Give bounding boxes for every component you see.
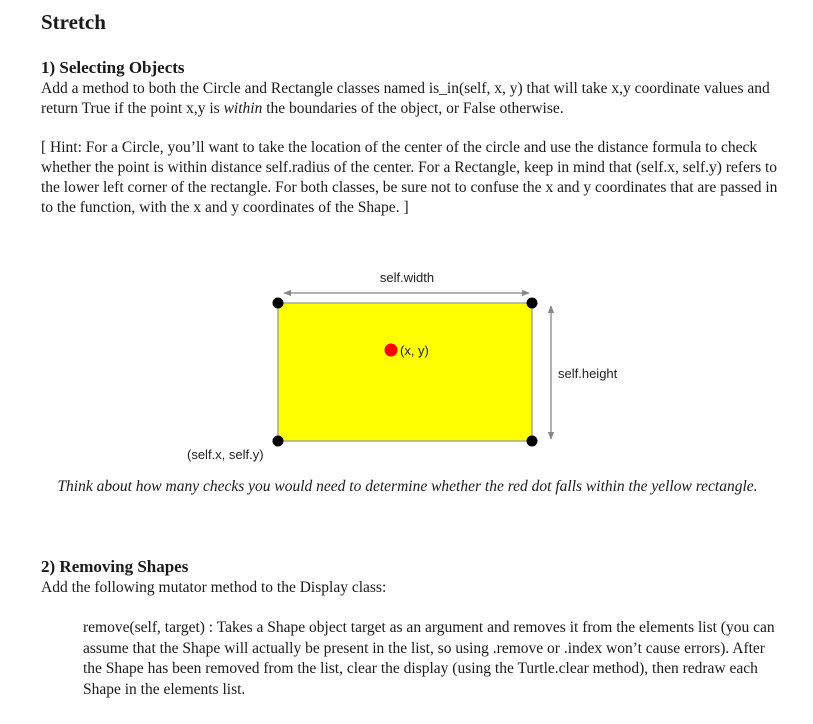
corner-dot-bottom-right — [527, 436, 538, 447]
red-point-dot — [385, 344, 398, 357]
origin-label: (self.x, self.y) — [187, 447, 264, 462]
remove-method-description: remove(self, target) : Takes a Shape object target as an argument and removes it from the elements list (you can assume that the Shape will actually be present in the list, so using .remove or .index won’t cause errors). After the Shape has been removed from the list, clear the display (using the Turtle.clear method), then redraw each Shape in the elements list. — [83, 619, 775, 698]
section1-intro-emphasis: within — [223, 100, 263, 117]
section1-intro-part2: the boundaries of the object, or False otherwise. — [262, 100, 564, 117]
width-label: self.width — [379, 270, 435, 285]
section1-hint: [ Hint: For a Circle, you’ll want to take the location of the center of the circle and use the distance formula to check whether the point is within distance self.radius of the center. For a Rectangle, keep in mind that (self.x, self.y) refers to the lower left corner of the rectangle. For both classes, be sure not to confuse the x and y coordinates that are passed in to the function, with the x and y coordinates of the Shape. ] — [41, 139, 778, 216]
page-title: Stretch — [41, 10, 106, 34]
corner-dot-top-right — [527, 298, 538, 309]
corner-dot-bottom-left — [273, 436, 284, 447]
section1-intro-part1: Add a method to both the Circle and Rectangle classes named is_in(self, x, y) that will take x,y coordinate values and return True if the point x,y is — [41, 80, 770, 117]
section-heading-selecting-objects: 1) Selecting Objects — [41, 58, 185, 77]
height-label: self.height — [558, 366, 618, 381]
section2-intro: Add the following mutator method to the Display class: — [41, 579, 387, 596]
corner-dot-top-left — [273, 298, 284, 309]
yellow-rectangle — [278, 303, 532, 441]
section-heading-removing-shapes: 2) Removing Shapes — [41, 557, 189, 576]
diagram-caption: Think about how many checks you would need to determine whether the red dot falls within the yellow rectangle. — [57, 478, 758, 495]
point-label: (x, y) — [400, 343, 429, 358]
